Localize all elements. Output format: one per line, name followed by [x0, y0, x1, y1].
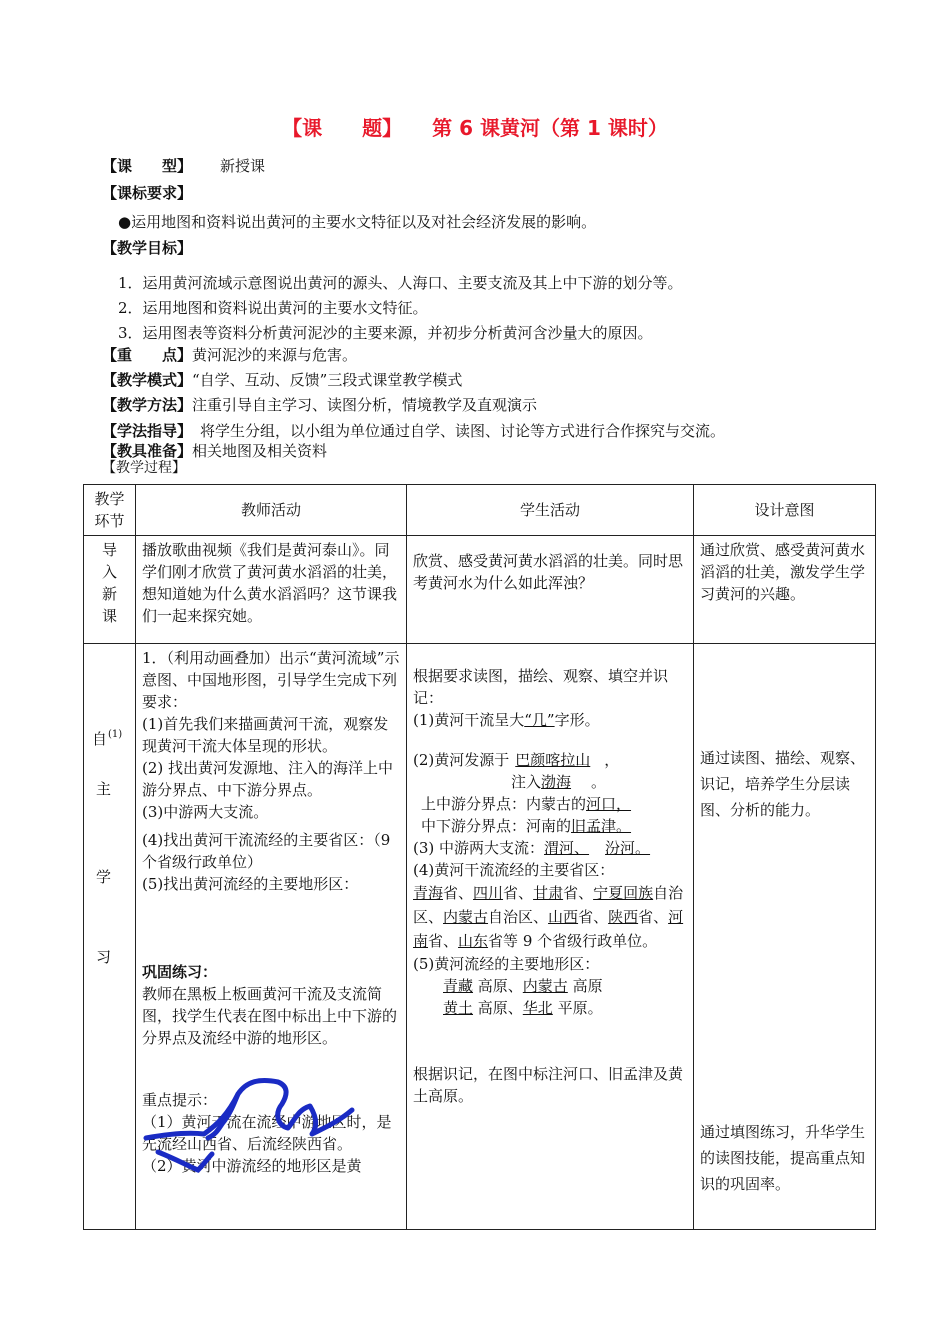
mode-row: 【教学模式】“自学、互动、反馈”三段式课堂教学模式: [102, 371, 463, 389]
hint-1: （1）黄河干流在流经中游地区时，是先流经山西省、后流经陕西省。: [142, 1113, 392, 1153]
self-student: 根据要求读图，描绘、观察、填空并识记： (1)黄河干流呈大“几”字形。 (2)黄河发源于 巴颜喀拉山 ， 注入渤海 。 上中游分界点：内蒙古的河口， 中下游分界点：河南的旧孟津。 (3) 中游两大支流：渭河、 汾河。 (4)黄河干流流经的主要省区： 青海省、四川省、甘肃省、宁夏回族自治区、内蒙古自治区、山西省、陕西省、河南省、山东省等 9 个省级行政单位。 (5)黄河流经的主要地形区： 青藏 高原、内蒙古 高原 黄土 高原、华北 平原。 根据识记，在图中标注河口、旧孟津及黄土高原。: [407, 644, 694, 1230]
hint-2: （2）黄河中游流经的地形区是黄: [142, 1157, 362, 1175]
page-title: 【课 题】 第 6 课黄河（第 1 课时）: [282, 116, 668, 140]
river-sketch-drawing: [138, 1074, 368, 1184]
table-row-intro: [84, 536, 876, 644]
goal-item-3: 3．运用图表等资料分析黄河泥沙的主要来源，并初步分析黄河含沙量大的原因。: [118, 324, 653, 342]
practice-text: 教师在黑板上板画黄河干流及支流简图，找学生代表在图中标出上中下游的分界点及流经中游的地形区。: [142, 985, 398, 1047]
header-teacher: 教师活动: [136, 485, 407, 536]
practice-title: 巩固练习：: [142, 963, 218, 981]
intro-student: 欣赏、感受黄河黄水滔滔的壮美。同时思考黄河水为什么如此浑浊？: [407, 536, 694, 644]
stage-self-study: 自 (1) 主 学 习: [84, 644, 136, 1230]
lesson-type-value: 新授课: [220, 157, 266, 175]
self-teacher: 1．（利用动画叠加）出示“黄河流域”示意图、中国地形图，引导学生完成下列要求： (1)首先我们来描画黄河干流，观察发现黄河干流大体呈现的形状。 (2) 找出黄河发源地、注入的海洋上中游分界点、中下游分界点。 (3)中游两大支流。 (4)找出黄河干流流经的主要省区：（9 个省级行政单位） (5)找出黄河流经的主要地形区： 巩固练习： 教师在黑板上板画黄河干流及支流简图，找学生代表在图中标出上中下游的分界点及流经中游的地形区。 重点提示： （1）黄河干流在流经中游地区时，是先流经山西省、后流经陕西省。 （2）黄河中游流经的地形区是黄: [136, 644, 407, 1230]
lesson-table: [83, 484, 876, 1230]
lesson-type-row: [102, 156, 265, 176]
standard-item: ●运用地图和资料说出黄河的主要水文特征以及对社会经济发展的影响。: [118, 213, 597, 231]
standard-label: 【课标要求】: [102, 184, 193, 202]
key-point-row: 【重 点】黄河泥沙的来源与危害。: [102, 346, 358, 364]
header-stage: 教学环节: [84, 485, 136, 536]
method-row: 【教学方法】注重引导自主学习、读图分析，情境教学及直观演示: [102, 396, 538, 414]
stage-intro: 导 入 新 课: [84, 536, 136, 644]
table-row-self-study: [84, 644, 876, 1230]
header-intent: 设计意图: [694, 485, 876, 536]
tools-row: 【教具准备】相关地图及相关资料: [102, 442, 328, 460]
table-header-row: [84, 485, 876, 536]
self-intent: 通过读图、描绘、观察、识记，培养学生分层读图、分析的能力。 通过填图练习，升华学生的读图技能，提高重点知识的巩固率。: [694, 644, 876, 1230]
intro-intent: 通过欣赏、感受黄河黄水滔滔的壮美，激发学生学习黄河的兴趣。: [694, 536, 876, 644]
header-student: 学生活动: [407, 485, 694, 536]
hint-title: 重点提示：: [142, 1091, 218, 1109]
goals-label: 【教学目标】: [102, 239, 193, 257]
goal-item-1: 1．运用黄河流域示意图说出黄河的源头、人海口、主要支流及其上中下游的划分等。: [118, 274, 683, 292]
goal-item-2: 2．运用地图和资料说出黄河的主要水文特征。: [118, 299, 428, 317]
intro-teacher: 播放歌曲视频《我们是黄河泰山》。同学们刚才欣赏了黄河黄水滔滔的壮美，想知道她为什么黄水滔滔吗？这节课我们一起来探究她。: [136, 536, 407, 644]
process-label: 【教学过程】: [102, 460, 186, 476]
lesson-type-label: 【课 型】: [102, 157, 193, 175]
study-row: 【学法指导】 将学生分组，以小组为单位通过自学、读图、讨论等方式进行合作探究与交流。: [102, 422, 726, 440]
